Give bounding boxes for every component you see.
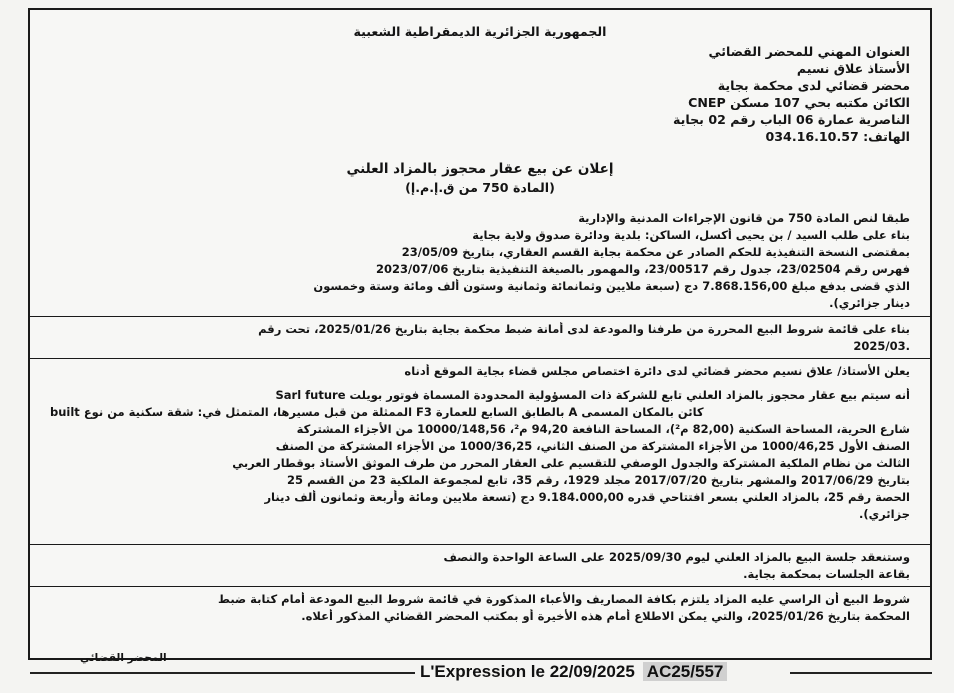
- body-line: بمقتضى النسخة التنفيذية للحكم الصادر عن محكمة بجاية القسم العقاري، بتاريخ 23/05/09: [401, 245, 910, 259]
- body-line: الصنف الأول 1000/46,25 من الأجزاء المشتركة من الصنف الثاني، 1000/36,25 من الأجزاء المشتركة من الصنف: [275, 439, 910, 453]
- body-line: جزائري).: [858, 507, 910, 521]
- body-line: الحصة رقم 25، بالمزاد العلني بسعر افتتاحي قدره 9.184.000,00 دج (تسعة ملايين ومائة وأربعة وثمانون ألف دينار: [264, 490, 910, 504]
- divider: [30, 358, 930, 359]
- body-line: أنه سيتم بيع عقار محجوز بالمزاد العلني تابع للشركة ذات المسؤولية المحدودة المسماة فوتور بويلت Sarl future: [275, 388, 910, 402]
- bailiff-role: محضر قضائي لدى محكمة بجاية: [717, 78, 910, 93]
- body-line: شروط البيع أن الراسي عليه المزاد يلتزم بكافة المصاريف والأعباء المذكورة في قائمة شروط البيع المودعة أمام كتابة ضبط: [218, 592, 910, 606]
- body-line: 2025/03.: [853, 339, 910, 353]
- body-line: فهرس رقم 23/02504، جدول رقم 23/00517، والمهمور بالصيغة التنفيذية بتاريخ 2023/07/06: [376, 262, 910, 276]
- publication-reference: AC25/557: [643, 662, 728, 681]
- body-line: الذي قضى بدفع مبلغ 7.868.156,00 دج (سبعة ملايين وثمانمائة وثمانية وستون ألف ومائة وستة وخمسون: [313, 279, 910, 293]
- body-line: بتاريخ 2017/06/29 والمشهر بتاريخ 2017/07/20 مجلد 1929، رقم 35، تابع لمجموعة الملكية 23 من القسم 25: [287, 473, 910, 487]
- body-line: دينار جزائري).: [829, 296, 910, 310]
- divider: [30, 316, 930, 317]
- body-line: المحكمة بتاريخ 2025/01/26، والتي يمكن الاطلاع أمام هذه الأخيرة أو بمكتب المحضر القضائي المذكور أعلاه.: [301, 609, 910, 623]
- body-line: built الممثلة من قبل مسيرها، المتمثل في: شقة سكنية من نوع F3 بالطابق السابع للعمارة A كائن بالمكان المسمى: [50, 405, 704, 419]
- publication-name: L'Expression le 22/09/2025: [420, 662, 635, 681]
- divider: [30, 586, 930, 587]
- body-line: بقاعة الجلسات بمحكمة بجاية.: [743, 567, 910, 581]
- body-line: شارع الحرية، المساحة السكنية (82,00 م²)، المساحة النافعة 94,20 م²، 10000/148,56 من الأجزاء المشتركة: [296, 422, 910, 436]
- body-line: يعلن الأستاذ/ علاق نسيم محضر قضائي لدى دائرة اختصاص مجلس قضاء بجاية الموقع أدناه: [404, 364, 910, 378]
- body-line: بناء على قائمة شروط البيع المحررة من طرفنا والمودعة لدى أمانة ضبط محكمة بجاية بتاريخ 2025/01/26، تحت رقم: [258, 322, 910, 336]
- office-address-1: الكائن مكتبه بحي 107 مسكن CNEP: [688, 95, 910, 110]
- publication-footer: [420, 660, 727, 684]
- office-address-2: الناصرية عمارة 06 الباب رقم 02 بجاية: [673, 112, 910, 127]
- office-title: العنوان المهني للمحضر القضائي: [708, 44, 910, 59]
- footer-rule-right: [790, 672, 932, 674]
- body-line: طبقا لنص المادة 750 من قانون الإجراءات المدنية والإدارية: [578, 211, 910, 225]
- footer-rule-left: [30, 672, 415, 674]
- body-line: الثالث من نظام الملكية المشتركة والجدول الوصفي للتقسيم على العقار المحرر من طرف الموثق الأستاذ بوقطار العربي: [232, 456, 910, 470]
- republic-heading: الجمهورية الجزائرية الديمقراطية الشعبية: [353, 24, 607, 39]
- body-line: وستنعقد جلسة البيع بالمزاد العلني ليوم 2025/09/30 على الساعة الواحدة والنصف: [443, 550, 910, 564]
- signature-label: المحضر القضائي: [80, 652, 167, 664]
- bailiff-name: الأستاذ علاق نسيم: [796, 61, 910, 76]
- body-line: بناء على طلب السيد / بن يحيى أكسل، الساكن: بلدية ودائرة صدوق ولاية بجاية: [472, 228, 910, 242]
- notice-title: إعلان عن بيع عقار محجوز بالمزاد العلني: [346, 162, 614, 177]
- announcement-frame: [28, 8, 932, 660]
- office-phone: الهاتف: 034.16.10.57: [765, 129, 910, 144]
- notice-subtitle: (المادة 750 من ق.إ.م.إ): [405, 180, 555, 195]
- divider: [30, 544, 930, 545]
